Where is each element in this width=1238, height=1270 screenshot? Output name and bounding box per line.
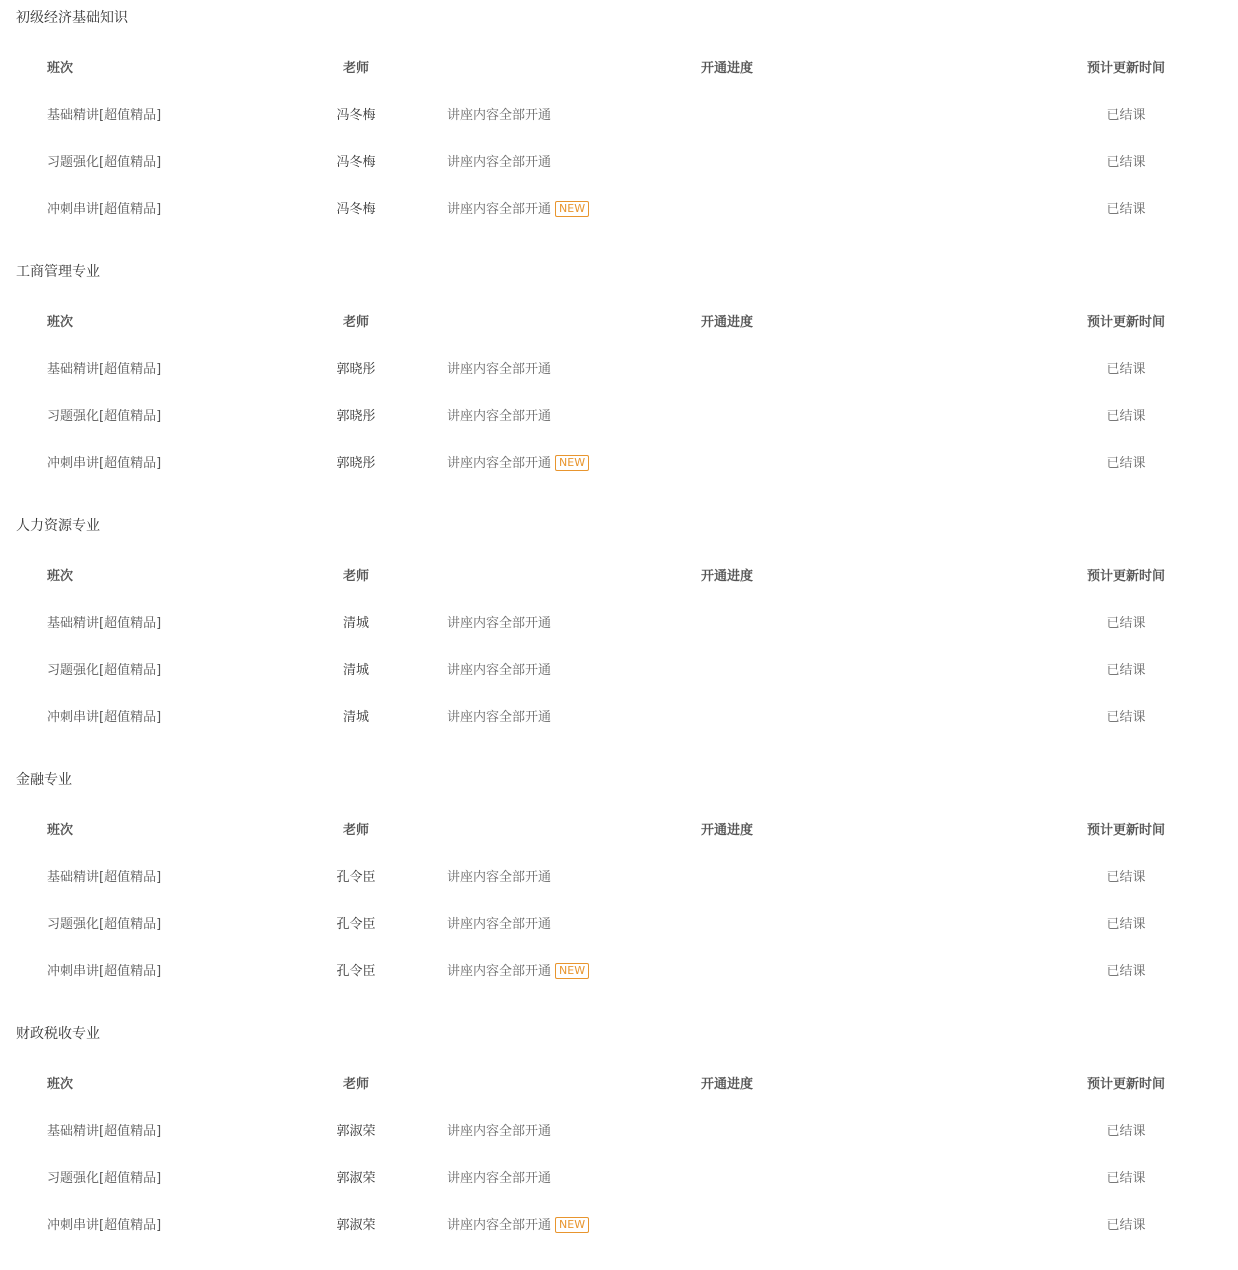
column-header-class: 班次 [47,61,74,76]
course-section [0,762,1238,1016]
progress-cell [447,614,551,634]
progress-text: 讲座内容全部开通 [447,362,552,377]
class-name[interactable]: 基础精讲[超值精品] [47,108,162,123]
class-name[interactable]: 冲刺串讲[超值精品] [47,456,162,471]
table-row [0,106,1238,126]
progress-cell [447,1216,589,1236]
column-header-update: 预计更新时间 [1086,823,1165,838]
progress-text: 讲座内容全部开通 [447,1124,552,1139]
section-title: 财政税收专业 [16,1026,100,1042]
progress-cell [447,661,551,681]
teacher-name: 冯冬梅 [336,155,376,170]
table-row [0,1169,1238,1189]
table-header [0,567,1238,587]
column-header-teacher: 老师 [342,315,369,330]
update-status: 已结课 [1106,108,1146,123]
update-status: 已结课 [1106,870,1146,885]
update-status: 已结课 [1106,964,1146,979]
update-status: 已结课 [1106,663,1146,678]
progress-text: 讲座内容全部开通 [447,917,552,932]
table-row [0,360,1238,380]
class-name[interactable]: 冲刺串讲[超值精品] [47,202,162,217]
update-status: 已结课 [1106,1171,1146,1186]
column-header-progress: 开通进度 [700,823,753,838]
table-row [0,915,1238,935]
teacher-name: 清城 [342,616,369,631]
table-row [0,1216,1238,1236]
section-title: 初级经济基础知识 [16,10,128,26]
new-badge: NEW [555,201,589,217]
course-section [0,508,1238,762]
update-status: 已结课 [1106,1218,1146,1233]
progress-text: 讲座内容全部开通 [447,202,552,217]
class-name[interactable]: 习题强化[超值精品] [47,155,162,170]
progress-cell [447,200,589,220]
table-row [0,962,1238,982]
progress-text: 讲座内容全部开通 [447,155,552,170]
table-row [0,454,1238,474]
class-name[interactable]: 基础精讲[超值精品] [47,362,162,377]
progress-cell [447,1169,551,1189]
column-header-update: 预计更新时间 [1086,61,1165,76]
new-badge: NEW [555,963,589,979]
table-row [0,1122,1238,1142]
column-header-class: 班次 [47,1077,74,1092]
update-status: 已结课 [1106,710,1146,725]
update-status: 已结课 [1106,1124,1146,1139]
progress-cell [447,708,551,728]
class-name[interactable]: 基础精讲[超值精品] [47,1124,162,1139]
progress-text: 讲座内容全部开通 [447,663,552,678]
column-header-teacher: 老师 [342,569,369,584]
teacher-name: 冯冬梅 [336,108,376,123]
section-title: 工商管理专业 [16,264,100,280]
column-header-progress: 开通进度 [700,61,753,76]
table-row [0,708,1238,728]
course-section [0,0,1238,254]
progress-cell [447,360,551,380]
teacher-name: 郭晓彤 [336,362,376,377]
teacher-name: 清城 [342,710,369,725]
class-name[interactable]: 习题强化[超值精品] [47,663,162,678]
update-status: 已结课 [1106,917,1146,932]
teacher-name: 郭淑荣 [336,1124,376,1139]
section-title: 人力资源专业 [16,518,100,534]
progress-text: 讲座内容全部开通 [447,108,552,123]
table-row [0,407,1238,427]
column-header-update: 预计更新时间 [1086,569,1165,584]
class-name[interactable]: 习题强化[超值精品] [47,1171,162,1186]
table-header [0,59,1238,79]
column-header-update: 预计更新时间 [1086,1077,1165,1092]
column-header-teacher: 老师 [342,823,369,838]
progress-text: 讲座内容全部开通 [447,1218,552,1233]
column-header-class: 班次 [47,823,74,838]
progress-cell [447,454,589,474]
new-badge: NEW [555,1217,589,1233]
progress-text: 讲座内容全部开通 [447,456,552,471]
course-section [0,1016,1238,1270]
table-row [0,200,1238,220]
class-name[interactable]: 冲刺串讲[超值精品] [47,1218,162,1233]
update-status: 已结课 [1106,616,1146,631]
progress-text: 讲座内容全部开通 [447,616,552,631]
progress-cell [447,106,551,126]
teacher-name: 孔令臣 [336,964,376,979]
update-status: 已结课 [1106,202,1146,217]
progress-cell [447,962,589,982]
progress-text: 讲座内容全部开通 [447,710,552,725]
class-name[interactable]: 基础精讲[超值精品] [47,616,162,631]
class-name[interactable]: 基础精讲[超值精品] [47,870,162,885]
class-name[interactable]: 冲刺串讲[超值精品] [47,964,162,979]
column-header-update: 预计更新时间 [1086,315,1165,330]
progress-text: 讲座内容全部开通 [447,409,552,424]
teacher-name: 郭淑荣 [336,1218,376,1233]
column-header-teacher: 老师 [342,1077,369,1092]
table-header [0,1075,1238,1095]
column-header-class: 班次 [47,315,74,330]
column-header-class: 班次 [47,569,74,584]
teacher-name: 清城 [342,663,369,678]
table-row [0,868,1238,888]
table-row [0,661,1238,681]
progress-cell [447,1122,551,1142]
teacher-name: 郭淑荣 [336,1171,376,1186]
progress-cell [447,915,551,935]
teacher-name: 郭晓彤 [336,409,376,424]
progress-text: 讲座内容全部开通 [447,964,552,979]
column-header-progress: 开通进度 [700,315,753,330]
progress-cell [447,868,551,888]
class-name[interactable]: 习题强化[超值精品] [47,409,162,424]
table-header [0,313,1238,333]
table-row [0,153,1238,173]
class-name[interactable]: 冲刺串讲[超值精品] [47,710,162,725]
course-section [0,254,1238,508]
teacher-name: 孔令臣 [336,917,376,932]
teacher-name: 冯冬梅 [336,202,376,217]
column-header-teacher: 老师 [342,61,369,76]
teacher-name: 孔令臣 [336,870,376,885]
update-status: 已结课 [1106,456,1146,471]
table-header [0,821,1238,841]
class-name[interactable]: 习题强化[超值精品] [47,917,162,932]
table-row [0,614,1238,634]
section-title: 金融专业 [16,772,72,788]
update-status: 已结课 [1106,409,1146,424]
new-badge: NEW [555,455,589,471]
progress-text: 讲座内容全部开通 [447,1171,552,1186]
progress-cell [447,407,551,427]
update-status: 已结课 [1106,362,1146,377]
progress-cell [447,153,551,173]
progress-text: 讲座内容全部开通 [447,870,552,885]
update-status: 已结课 [1106,155,1146,170]
column-header-progress: 开通进度 [700,569,753,584]
column-header-progress: 开通进度 [700,1077,753,1092]
teacher-name: 郭晓彤 [336,456,376,471]
